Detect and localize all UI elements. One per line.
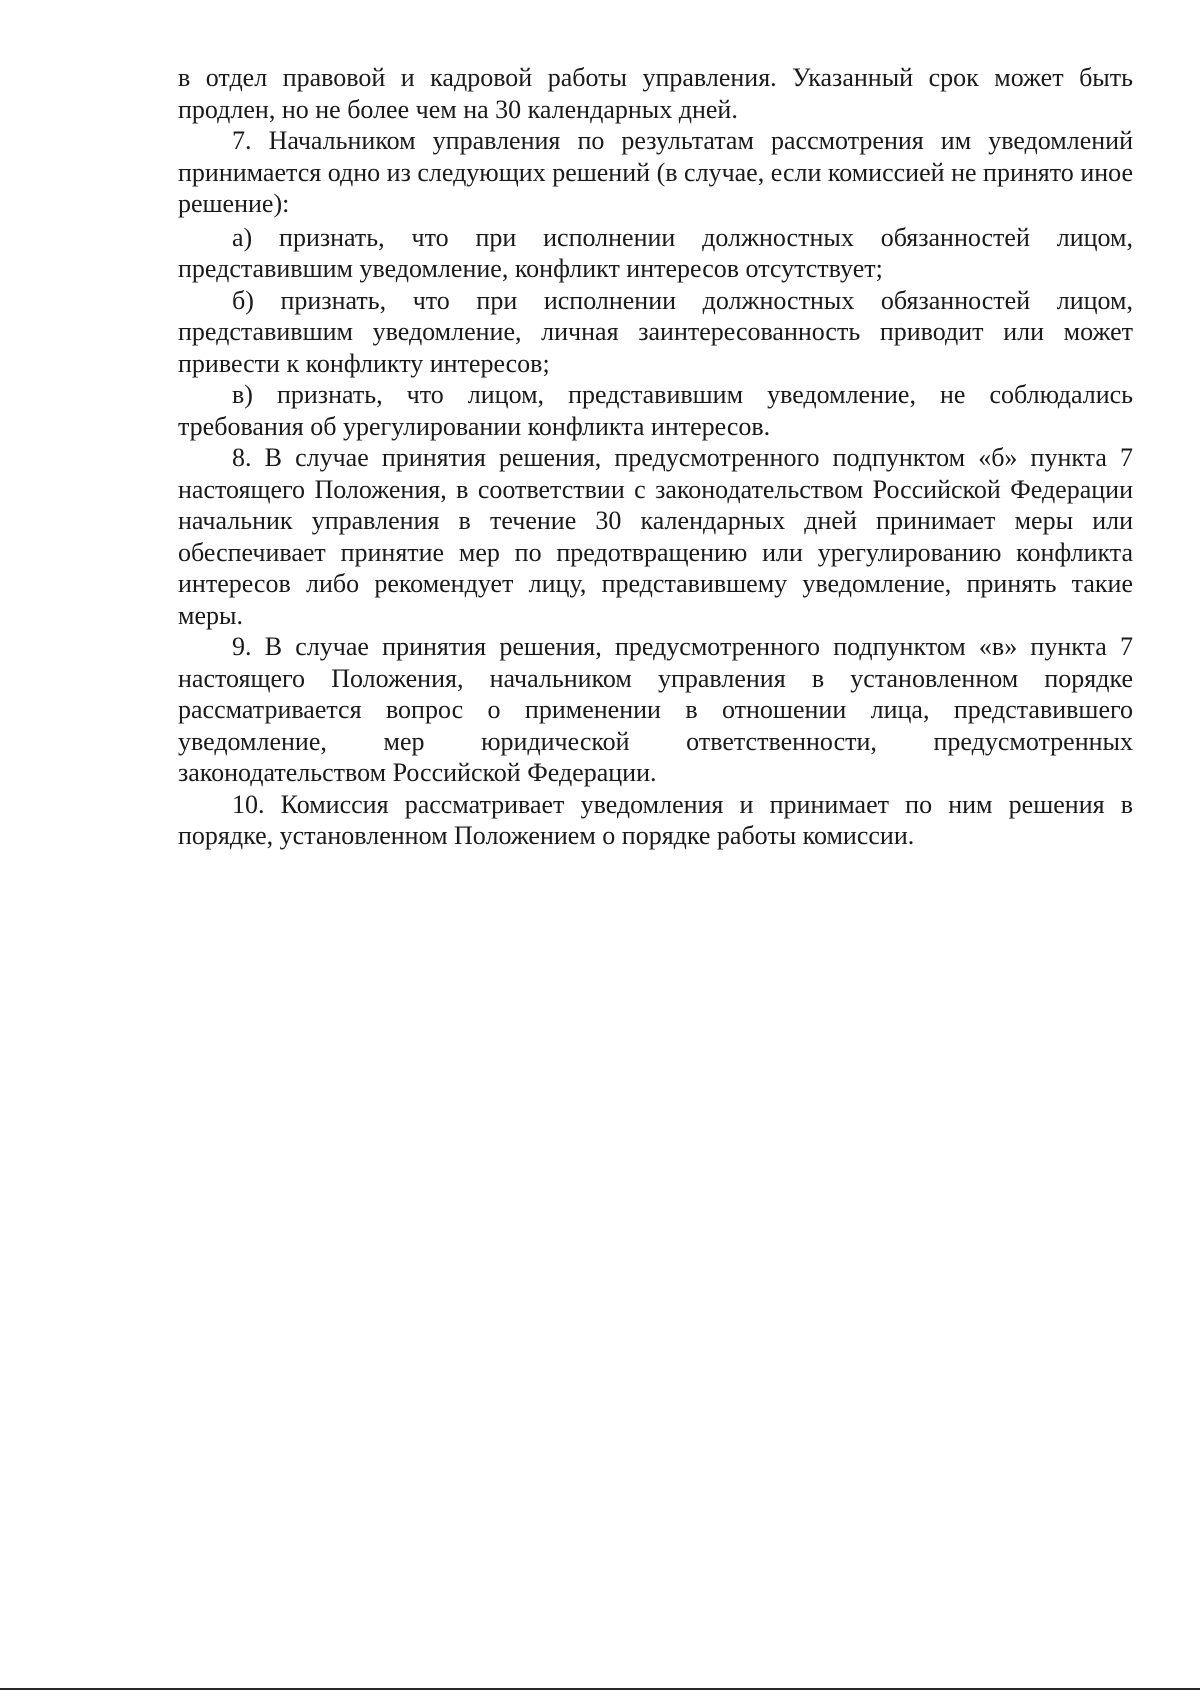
paragraph-item-8: 8. В случае принятия решения, предусмотренного подпунктом «б» пункта 7 настоящего Положения, в соответствии с законодательством Российской Федерации начальник управления в течение 30 календарных дней принимает меры или обеспечивает принятие мер по предотвращению или урегулированию конфликта интересов либо рекомендует лицу, представившему уведомление, принять такие меры. xyxy=(178,443,1133,630)
paragraph-subitem-a: а) признать, что при исполнении должностных обязанностей лицом, представившим уведомление, конфликт интересов отсутствует; xyxy=(178,222,1133,283)
paragraph-subitem-b: б) признать, что при исполнении должностных обязанностей лицом, представившим уведомление, личная заинтересованность приводит или может привести к конфликту интересов; xyxy=(178,285,1133,378)
paragraph-continuation: в отдел правовой и кадровой работы управления. Указанный срок может быть продлен, но не более чем на 30 календарных дней. xyxy=(178,63,1133,124)
paragraph-item-9: 9. В случае принятия решения, предусмотренного подпунктом «в» пункта 7 настоящего Положения, начальником управления в установленном порядке рассматривается вопрос о применении в отношении лица, представившего уведомление, мер юридической ответственности, предусмотренных законодательством Российской Федерации. xyxy=(178,632,1133,787)
document-body xyxy=(178,62,1133,852)
paragraph-subitem-v: в) признать, что лицом, представившим уведомление, не соблюдались требования об урегулировании конфликта интересов. xyxy=(178,380,1133,441)
bottom-edge-line xyxy=(0,1688,1200,1690)
paragraph-item-10: 10. Комиссия рассматривает уведомления и принимает по ним решения в порядке, установленном Положением о порядке работы комиссии. xyxy=(178,789,1133,850)
paragraph-item-7: 7. Начальником управления по результатам рассмотрения им уведомлений принимается одно из следующих решений (в случае, если комиссией не принято иное решение): xyxy=(178,126,1133,218)
